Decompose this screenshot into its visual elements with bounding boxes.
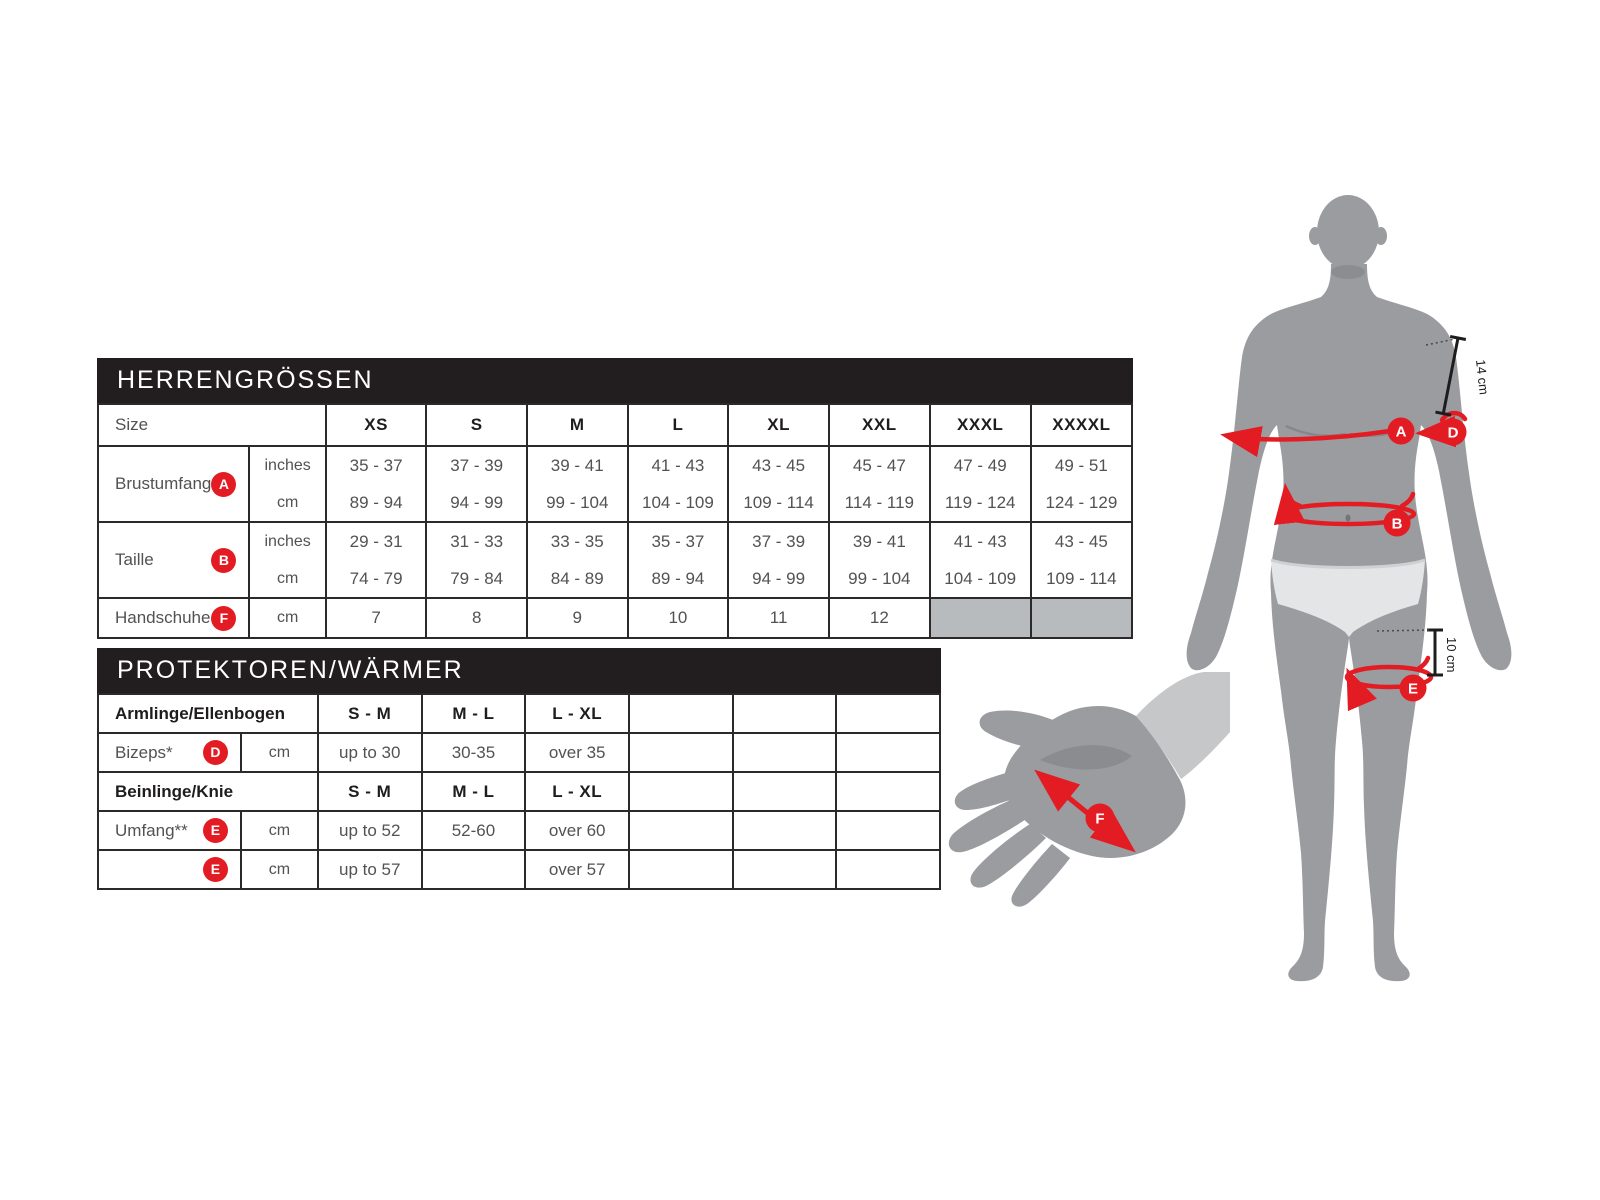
biceps-label-cell: [98, 733, 241, 772]
chest-label: Brustumfang: [115, 474, 212, 493]
thigh-unit-cell: cm: [241, 811, 318, 850]
table-cell: 35 - 37 89 - 94: [326, 446, 427, 522]
table-cell: 41 - 43 104 - 109: [628, 446, 729, 522]
size-col-xxxxl: XXXXL: [1031, 404, 1132, 446]
gloves-label-cell: [98, 598, 249, 638]
gloves-unit-cell: cm: [249, 598, 325, 638]
size-col-xxl: XXL: [829, 404, 930, 446]
marker-a-badge: [1388, 418, 1415, 445]
table-cell: 37 - 39 94 - 99: [728, 522, 829, 598]
table-cell: 43 - 45 109 - 114: [1031, 522, 1132, 598]
protectors-banner: [97, 648, 941, 693]
table-cell: 47 - 49 119 - 124: [930, 446, 1031, 522]
table-cell: 39 - 41 99 - 104: [527, 446, 628, 522]
marker-e-badge-table2: E: [203, 857, 228, 882]
leg-header-row: [98, 772, 940, 811]
table-cell: L - XL: [525, 694, 629, 733]
table-cell: up to 57: [318, 850, 422, 889]
head-shape: [1317, 195, 1379, 269]
table-cell: 12: [829, 598, 930, 638]
biceps-row: [98, 733, 940, 772]
size-col-l: L: [628, 404, 729, 446]
empty-cell: [733, 772, 837, 811]
thigh-offset-bracket: [1427, 630, 1443, 675]
mens-sizes-banner: [97, 358, 1133, 403]
size-col-xl: XL: [728, 404, 829, 446]
table-cell: 8: [426, 598, 527, 638]
size-col-xs: XS: [326, 404, 427, 446]
thigh2-unit-cell: cm: [241, 850, 318, 889]
right-ear-shape: [1375, 227, 1387, 245]
table-cell: M - L: [422, 772, 526, 811]
empty-cell: [733, 694, 837, 733]
marker-f-badge-table: F: [211, 606, 236, 631]
table-cell: 41 - 43 104 - 109: [930, 522, 1031, 598]
biceps-label: Bizeps*: [115, 742, 173, 762]
size-col-xxxl: XXXL: [930, 404, 1031, 446]
table-cell: 35 - 37 89 - 94: [628, 522, 729, 598]
empty-cell: [836, 772, 940, 811]
table-cell: over 57: [525, 850, 629, 889]
table-cell: 43 - 45 109 - 114: [728, 446, 829, 522]
thigh-label: Umfang**: [115, 820, 188, 840]
empty-gray-cell: [1031, 598, 1132, 638]
marker-b-badge: [1384, 510, 1411, 537]
marker-e-badge-table: E: [203, 818, 228, 843]
table-cell: L - XL: [525, 772, 629, 811]
table-cell: 52-60: [422, 811, 526, 850]
table-cell: 7: [326, 598, 427, 638]
thigh-row-lower: [98, 850, 940, 889]
svg-text:D: D: [1447, 424, 1459, 442]
thigh-offset-label: 10 cm: [1444, 637, 1459, 673]
table-cell: 31 - 33 79 - 84: [426, 522, 527, 598]
size-label-cell: Size: [98, 404, 326, 446]
waist-units-cell: inches cm: [249, 522, 325, 598]
marker-b-badge-table: B: [211, 548, 236, 573]
table-cell: 9: [527, 598, 628, 638]
svg-text:F: F: [1095, 810, 1105, 828]
table-cell: 30-35: [422, 733, 526, 772]
table-cell: 11: [728, 598, 829, 638]
protectors-title: PROTEKTOREN/WÄRMER: [117, 656, 464, 684]
table-cell: S - M: [318, 772, 422, 811]
table-cell: over 35: [525, 733, 629, 772]
marker-d-badge: [1440, 419, 1467, 446]
marker-e-badge: [1400, 675, 1427, 702]
arm-header-label: Armlinge/Ellenbogen: [98, 694, 318, 733]
marker-f-badge: [1086, 804, 1115, 833]
empty-cell: [836, 733, 940, 772]
empty-cell: [629, 694, 733, 733]
thigh2-label-cell: [98, 850, 241, 889]
biceps-unit-cell: cm: [241, 733, 318, 772]
mens-sizes-table: [97, 403, 1133, 639]
empty-cell: [733, 733, 837, 772]
table-cell: [422, 850, 526, 889]
table-cell: over 60: [525, 811, 629, 850]
table-cell: 29 - 31 74 - 79: [326, 522, 427, 598]
empty-cell: [836, 850, 940, 889]
empty-gray-cell: [930, 598, 1031, 638]
table-cell: 39 - 41 99 - 104: [829, 522, 930, 598]
protectors-table: [97, 693, 941, 890]
marker-a-badge-table: A: [211, 472, 236, 497]
arm-header-row: [98, 694, 940, 733]
gloves-label: Handschuhe: [115, 608, 211, 627]
thigh-label-cell: [98, 811, 241, 850]
table-cell: M - L: [422, 694, 526, 733]
neck-shadow: [1331, 265, 1365, 279]
chest-units-cell: inches cm: [249, 446, 325, 522]
marker-d-badge-table: D: [203, 740, 228, 765]
empty-cell: [629, 811, 733, 850]
table-cell: 49 - 51 124 - 129: [1031, 446, 1132, 522]
empty-cell: [629, 850, 733, 889]
left-ear-shape: [1309, 227, 1321, 245]
chest-row: [98, 446, 1132, 522]
empty-cell: [629, 733, 733, 772]
svg-text:E: E: [1407, 680, 1419, 698]
table-cell: 10: [628, 598, 729, 638]
mens-sizes-title: HERRENGRÖSSEN: [117, 366, 374, 394]
table-cell: 45 - 47 114 - 119: [829, 446, 930, 522]
body-figure-illustration: [1150, 180, 1600, 1005]
table-cell: up to 52: [318, 811, 422, 850]
navel-dot: [1346, 515, 1351, 522]
waist-label: Taille: [115, 550, 154, 569]
thumb-shape: [980, 710, 1061, 752]
chest-label-cell: [98, 446, 249, 522]
empty-cell: [836, 811, 940, 850]
waist-row: [98, 522, 1132, 598]
table-cell: S - M: [318, 694, 422, 733]
size-col-s: S: [426, 404, 527, 446]
arm-offset-label: 14 cm: [1473, 358, 1492, 396]
protectors-section: [97, 648, 941, 890]
size-col-m: M: [527, 404, 628, 446]
svg-text:B: B: [1391, 515, 1403, 533]
empty-cell: [836, 694, 940, 733]
empty-cell: [733, 850, 837, 889]
gloves-row: [98, 598, 1132, 638]
thigh-row-upper: [98, 811, 940, 850]
leg-header-label: Beinlinge/Knie: [98, 772, 318, 811]
size-header-row: [98, 404, 1132, 446]
table-cell: up to 30: [318, 733, 422, 772]
waist-label-cell: [98, 522, 249, 598]
table-cell: 37 - 39 94 - 99: [426, 446, 527, 522]
empty-cell: [629, 772, 733, 811]
svg-text:A: A: [1395, 423, 1407, 441]
mens-sizes-section: [97, 358, 1133, 639]
empty-cell: [733, 811, 837, 850]
table-cell: 33 - 35 84 - 89: [527, 522, 628, 598]
